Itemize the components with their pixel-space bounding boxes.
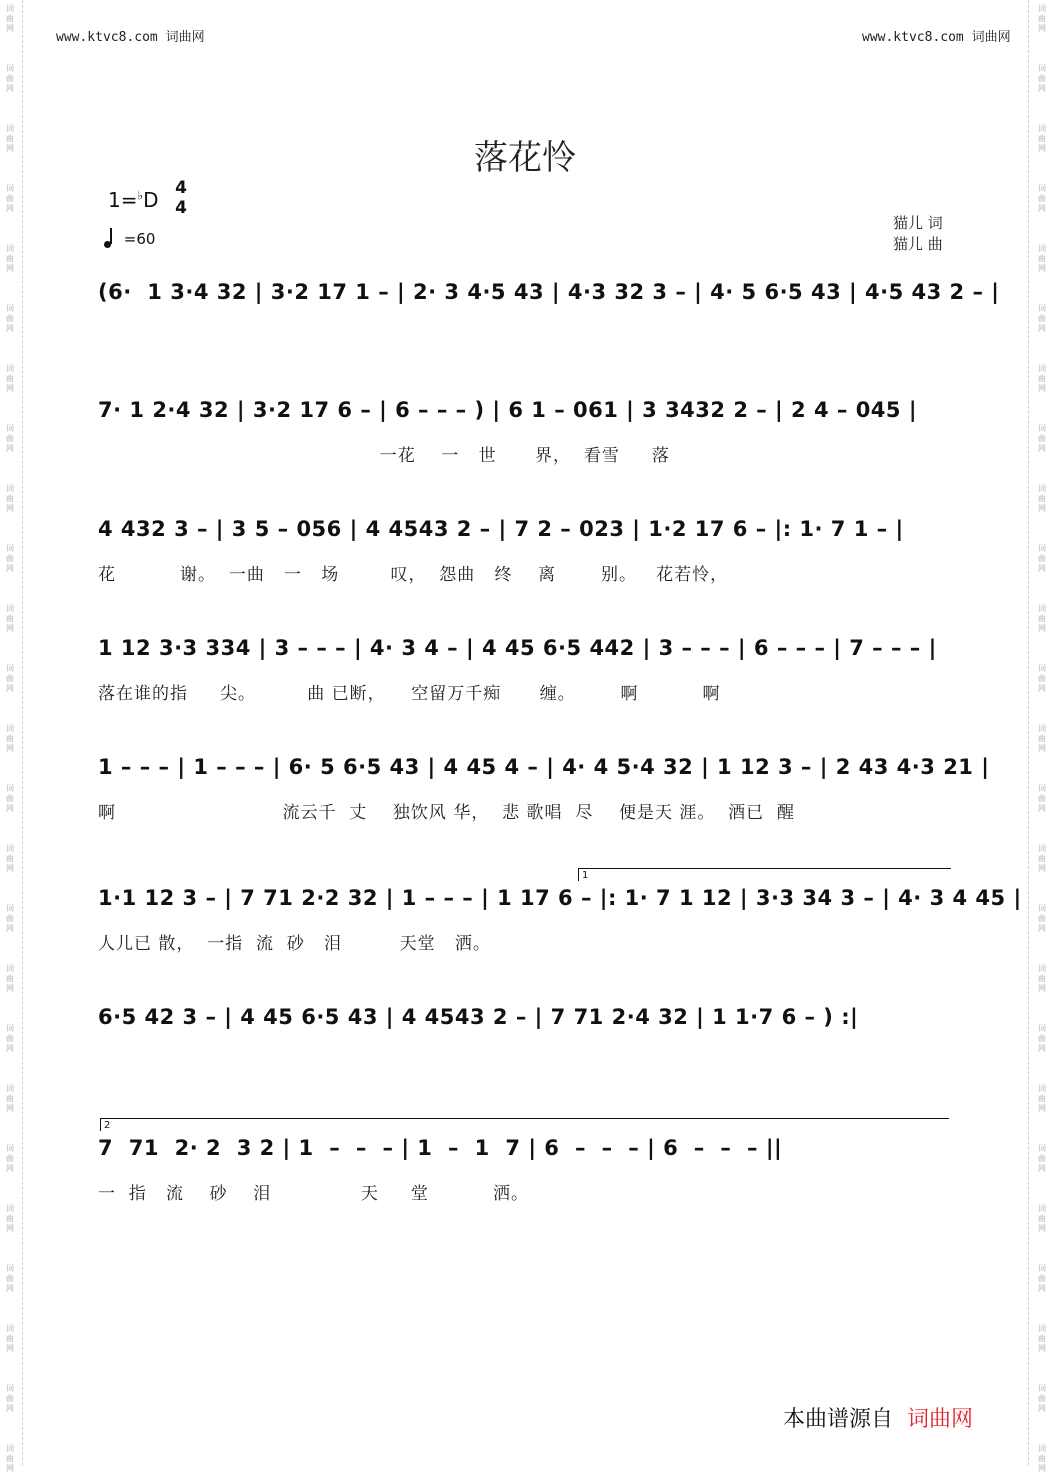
volta-number-1: 1 [582,870,589,881]
watermark-char: 网 [6,1164,14,1173]
watermark-char: 网 [6,744,14,753]
watermark-char: 曲 [1038,74,1046,83]
key-signature [108,188,159,212]
watermark-char: 网 [1038,1104,1046,1113]
lyric-line-3: 花 谢。 一曲 一 场 叹， 怨曲 终 离 别。 花若怜， [98,565,729,585]
watermark-char: 曲 [1038,1214,1046,1223]
watermark-char: 词 [6,244,14,253]
watermark-char: 曲 [1038,1394,1046,1403]
left-watermark-strip [0,0,23,1473]
url-text-right: www.ktvc8.com [862,30,964,45]
watermark-char: 词 [1038,1084,1046,1093]
watermark-char: 曲 [1038,254,1046,263]
watermark-char: 词 [1038,364,1046,373]
notation-line-1: (6· 1 3·4 32 | 3·2 17 1 – | 2· 3 4·5 43 | 4·3 32 3 – | 4· 5 6·5 43 | 4·5 43 2 – | [98,280,1000,304]
watermark-char: 曲 [1038,1034,1046,1043]
watermark-char: 网 [1038,504,1046,513]
watermark-char: 网 [1038,624,1046,633]
watermark-char: 曲 [6,674,14,683]
watermark-char: 网 [1038,1344,1046,1353]
watermark-char: 网 [1038,1464,1046,1473]
watermark-char: 曲 [1038,1334,1046,1343]
watermark-char: 网 [6,984,14,993]
watermark-char: 曲 [1038,974,1046,983]
notation-line-6: 1·1 12 3 – | 7 71 2·2 32 | 1 – – – | 1 17 6 – |: 1· 7 1 12 | 3·3 34 3 – | 4· 3 4 45 | [98,886,1022,910]
watermark-char: 词 [6,664,14,673]
time-numerator: 4 [175,178,187,198]
watermark-char: 词 [1038,964,1046,973]
watermark-char: 网 [6,504,14,513]
watermark-char: 网 [1038,264,1046,273]
watermark-char: 曲 [6,1334,14,1343]
watermark-char: 曲 [1038,614,1046,623]
watermark-char: 曲 [1038,794,1046,803]
time-denominator: 4 [175,198,187,218]
watermark-char: 词 [1038,544,1046,553]
watermark-char: 曲 [1038,1154,1046,1163]
lyric-line-6: 人儿已 散， 一指 流 砂 泪 天堂 洒。 [98,934,491,954]
watermark-char: 网 [6,264,14,273]
watermark-char: 词 [6,604,14,613]
watermark-char: 曲 [6,734,14,743]
watermark-char: 曲 [6,1154,14,1163]
notation-line-3: 4 432 3 – | 3 5 – 056 | 4 4543 2 – | 7 2 – 023 | 1·2 17 6 – |: 1· 7 1 – | [98,517,904,541]
watermark-char: 曲 [6,74,14,83]
watermark-char: 网 [1038,1044,1046,1053]
watermark-char: 网 [1038,144,1046,153]
watermark-char: 词 [6,1444,14,1453]
watermark-char: 词 [6,1264,14,1273]
watermark-char: 网 [1038,24,1046,33]
watermark-char: 网 [1038,864,1046,873]
key-note: D [143,188,159,212]
watermark-char: 曲 [6,314,14,323]
volta-number-2: 2 [104,1120,111,1131]
watermark-char: 网 [1038,564,1046,573]
watermark-char: 词 [6,1204,14,1213]
watermark-char: 曲 [1038,314,1046,323]
time-signature [172,178,190,218]
notation-line-2: 7· 1 2·4 32 | 3·2 17 6 – | 6 – – – ) | 6 1 – 061 | 3 3432 2 – | 2 4 – 045 | [98,398,918,422]
watermark-char: 网 [1038,1404,1046,1413]
watermark-char: 网 [6,684,14,693]
site-name-right: 词曲网 [971,30,1011,45]
watermark-char: 词 [1038,1204,1046,1213]
watermark-char: 词 [1038,1024,1046,1033]
watermark-char: 网 [1038,744,1046,753]
watermark-char: 曲 [6,134,14,143]
notation-line-8: 7 71 2· 2 3 2 | 1 – – – | 1 – 1 7 | 6 – – – | 6 – – – || [98,1136,783,1160]
site-url-right[interactable] [862,26,1011,45]
tempo-value: =60 [123,230,156,248]
source-credit[interactable] [783,1402,973,1433]
watermark-char: 网 [1038,1284,1046,1293]
watermark-char: 网 [1038,1224,1046,1233]
watermark-char: 词 [6,184,14,193]
tempo-marking [104,230,155,248]
watermark-char: 曲 [6,1394,14,1403]
watermark-char: 网 [1038,684,1046,693]
lyric-line-8: 一 指 流 砂 泪 天 堂 洒。 [98,1184,529,1204]
watermark-char: 曲 [6,614,14,623]
watermark-char: 曲 [6,374,14,383]
watermark-char: 网 [6,384,14,393]
watermark-char: 网 [1038,924,1046,933]
watermark-char: 词 [6,484,14,493]
watermark-char: 词 [6,1324,14,1333]
watermark-char: 网 [6,1104,14,1113]
watermark-char: 词 [1038,1324,1046,1333]
watermark-char: 曲 [6,494,14,503]
watermark-char: 词 [1038,904,1046,913]
key-prefix: 1= [108,188,138,212]
watermark-char: 词 [6,964,14,973]
lyricist-credit: 猫儿 词 [893,214,943,232]
watermark-char: 词 [1038,484,1046,493]
watermark-char: 网 [6,1224,14,1233]
watermark-char: 曲 [6,194,14,203]
watermark-char: 网 [6,444,14,453]
watermark-char: 曲 [1038,734,1046,743]
watermark-char: 词 [1038,244,1046,253]
watermark-char: 网 [6,1464,14,1473]
watermark-char: 曲 [6,1274,14,1283]
watermark-char: 网 [1038,324,1046,333]
volta-bracket-2 [100,1118,949,1131]
watermark-char: 词 [1038,724,1046,733]
watermark-char: 词 [6,724,14,733]
watermark-char: 词 [6,544,14,553]
site-url-left[interactable] [56,26,205,45]
song-title: 落花怜 [474,138,576,178]
watermark-char: 词 [6,1384,14,1393]
watermark-char: 词 [1038,64,1046,73]
watermark-char: 曲 [6,1094,14,1103]
watermark-char: 词 [6,784,14,793]
watermark-char: 网 [6,204,14,213]
watermark-char: 词 [1038,1264,1046,1273]
watermark-char: 曲 [1038,554,1046,563]
watermark-char: 曲 [1038,194,1046,203]
notation-line-4: 1 12 3·3 334 | 3 – – – | 4· 3 4 – | 4 45 6·5 442 | 3 – – – | 6 – – – | 7 – – – | [98,636,937,660]
lyric-line-5: 啊 流云千 丈 独饮风 华， 悲 歌唱 尽 便是天 涯。 酒已 醒 [98,803,795,823]
watermark-char: 网 [1038,204,1046,213]
watermark-char: 曲 [1038,674,1046,683]
watermark-char: 曲 [6,1214,14,1223]
watermark-char: 曲 [1038,914,1046,923]
watermark-char: 网 [6,1044,14,1053]
watermark-char: 网 [6,24,14,33]
watermark-char: 词 [1038,1444,1046,1453]
site-name-left: 词曲网 [165,30,205,45]
notation-line-5: 1 – – – | 1 – – – | 6· 5 6·5 43 | 4 45 4 – | 4· 4 5·4 32 | 1 12 3 – | 2 43 4·3 21 | [98,755,990,779]
watermark-char: 词 [1038,1144,1046,1153]
notation-line-7: 6·5 42 3 – | 4 45 6·5 43 | 4 4543 2 – | 7 71 2·4 32 | 1 1·7 6 – ) :| [98,1005,859,1029]
watermark-char: 词 [6,364,14,373]
watermark-char: 网 [6,624,14,633]
watermark-char: 网 [6,804,14,813]
watermark-char: 词 [6,124,14,133]
watermark-char: 网 [6,84,14,93]
watermark-char: 曲 [6,14,14,23]
watermark-char: 词 [6,1084,14,1093]
url-text-left: www.ktvc8.com [56,30,158,45]
watermark-char: 曲 [1038,134,1046,143]
watermark-char: 词 [1038,784,1046,793]
watermark-char: 曲 [6,794,14,803]
watermark-char: 曲 [6,254,14,263]
watermark-char: 曲 [1038,1454,1046,1463]
watermark-char: 词 [6,904,14,913]
source-text: 本曲谱源自 [783,1407,894,1432]
watermark-char: 曲 [1038,1094,1046,1103]
watermark-char: 曲 [1038,434,1046,443]
watermark-char: 词 [6,424,14,433]
watermark-char: 网 [1038,384,1046,393]
watermark-char: 网 [6,924,14,933]
composer-credit: 猫儿 曲 [893,235,943,253]
watermark-char: 曲 [6,554,14,563]
watermark-char: 词 [1038,664,1046,673]
watermark-char: 网 [1038,444,1046,453]
watermark-char: 词 [1038,844,1046,853]
flat-sign: ♭ [137,188,144,203]
watermark-char: 词 [1038,4,1046,13]
volta-bracket-1 [578,868,951,881]
watermark-char: 网 [6,324,14,333]
quarter-note-icon [104,241,111,248]
watermark-char: 曲 [6,1034,14,1043]
watermark-char: 曲 [1038,854,1046,863]
watermark-char: 曲 [1038,14,1046,23]
watermark-char: 网 [1038,1164,1046,1173]
watermark-char: 曲 [6,434,14,443]
watermark-char: 词 [1038,1384,1046,1393]
watermark-char: 网 [6,1344,14,1353]
watermark-char: 曲 [6,854,14,863]
watermark-char: 曲 [1038,494,1046,503]
watermark-char: 网 [1038,84,1046,93]
watermark-char: 词 [1038,304,1046,313]
watermark-char: 网 [1038,804,1046,813]
watermark-char: 词 [6,304,14,313]
watermark-char: 词 [6,844,14,853]
watermark-char: 网 [6,864,14,873]
watermark-char: 曲 [6,1454,14,1463]
watermark-char: 曲 [1038,374,1046,383]
watermark-char: 曲 [6,974,14,983]
watermark-char: 词 [1038,184,1046,193]
right-watermark-strip [1028,0,1050,1473]
lyric-line-2: 一花 一 世 界， 看雪 落 [98,446,670,466]
watermark-char: 网 [6,144,14,153]
source-site-link[interactable]: 词曲网 [907,1407,974,1432]
watermark-char: 词 [1038,424,1046,433]
watermark-char: 词 [6,1144,14,1153]
watermark-char: 曲 [1038,1274,1046,1283]
watermark-char: 网 [6,1404,14,1413]
watermark-char: 词 [6,64,14,73]
watermark-char: 网 [6,1284,14,1293]
watermark-char: 曲 [6,914,14,923]
watermark-char: 词 [1038,604,1046,613]
watermark-char: 词 [6,1024,14,1033]
watermark-char: 网 [6,564,14,573]
watermark-char: 词 [1038,124,1046,133]
lyric-line-4: 落在谁的指 尖。 曲 已断， 空留万千痴 缠。 啊 啊 [98,684,721,704]
watermark-char: 网 [1038,984,1046,993]
watermark-char: 词 [6,4,14,13]
